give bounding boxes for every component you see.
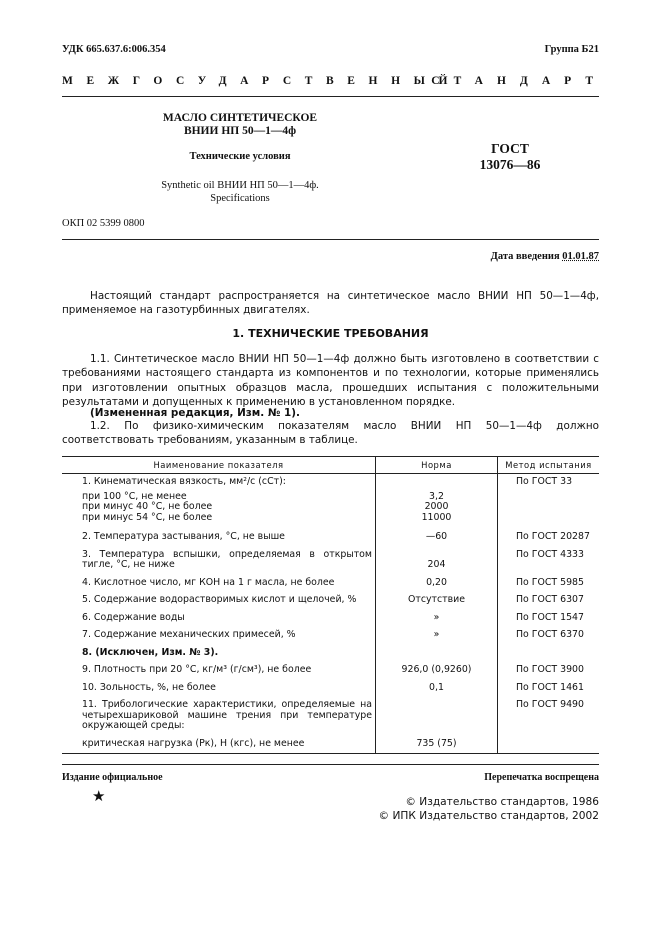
row-norm	[376, 645, 498, 663]
table-row	[62, 513, 599, 530]
row-name: критическая нагрузка (Pк), Н (кгс), не менее	[62, 736, 376, 754]
row-name: 4. Кислотное число, мг КОН на 1 г масла, не более	[82, 576, 335, 588]
requirements-table	[62, 456, 599, 754]
row-norm: 0,20	[376, 575, 498, 593]
row-norm: 3,2	[376, 492, 498, 503]
row-method: По ГОСТ 6370	[498, 627, 600, 645]
row-norm: 735 (75)	[376, 736, 498, 754]
row-norm: —60	[376, 529, 498, 547]
row-norm: Отсутствие	[376, 592, 498, 610]
row-method	[498, 492, 600, 503]
row-norm: 11000	[376, 513, 498, 530]
banner-right: СТАНДАРТ	[431, 75, 607, 87]
row-name: 2. Температура застывания, °С, не выше	[82, 531, 285, 542]
row-name: при минус 54 °С, не более	[82, 511, 213, 523]
star-icon: ★	[92, 789, 106, 805]
english-title-line-2: Specifications	[210, 193, 270, 204]
table-row	[62, 645, 599, 663]
date-label: Дата введения	[490, 251, 560, 262]
top-rule	[62, 96, 599, 97]
row-method: По ГОСТ 1547	[498, 610, 600, 628]
effective-date	[491, 251, 599, 262]
row-method: По ГОСТ 20287	[498, 529, 600, 547]
table-header-row	[62, 457, 599, 474]
table-header: Норма	[376, 457, 498, 474]
row-norm: 2000	[376, 502, 498, 513]
row-name: 6. Содержание воды	[82, 611, 185, 623]
footer-rule	[62, 764, 599, 765]
table-row	[62, 680, 599, 698]
doc-title	[120, 112, 360, 138]
row-method: По ГОСТ 9490	[498, 697, 600, 736]
date-value: 01.01.87	[562, 251, 599, 262]
row-method: По ГОСТ 4333	[498, 547, 600, 575]
row-method: По ГОСТ 5985	[498, 575, 600, 593]
row-norm: 0,1	[376, 680, 498, 698]
row-norm	[376, 697, 498, 736]
table-row	[62, 627, 599, 645]
row-name: 5. Содержание водорастворимых кислот и щелочей, %	[82, 594, 357, 605]
table-row	[62, 736, 599, 754]
table-header: Наименование показателя	[62, 457, 376, 474]
table-row	[62, 592, 599, 610]
intro-paragraph: Настоящий стандарт распространяется на синтетическое масло ВНИИ НП 50—1—4ф, применяемое на газотурбинных двигателях.	[62, 290, 599, 317]
row-norm: 204	[376, 547, 498, 575]
row-method	[498, 645, 600, 663]
reprint-note: Перепечатка воспрещена	[484, 772, 599, 783]
row-norm	[376, 474, 498, 492]
section-heading: 1. ТЕХНИЧЕСКИЕ ТРЕБОВАНИЯ	[232, 327, 429, 340]
paragraph-1-1-edit: (Измененная редакция, Изм. № 1).	[90, 407, 300, 419]
doc-subtitle: Технические условия	[189, 151, 291, 162]
row-name: 3. Температура вспышки, определяемая в открытом тигле, °С, не ниже	[82, 548, 372, 570]
row-norm: »	[376, 627, 498, 645]
row-norm: »	[376, 610, 498, 628]
table-row	[62, 474, 599, 492]
row-name: 1. Кинематическая вязкость, мм²/с (сСт):	[82, 476, 286, 487]
row-method: По ГОСТ 33	[498, 474, 600, 492]
banner-left: МЕЖГОСУДАРСТВЕННЫЙ	[62, 75, 462, 87]
title-rule	[62, 239, 599, 240]
english-title	[110, 179, 370, 205]
table-row	[62, 502, 599, 513]
row-method: По ГОСТ 6307	[498, 592, 600, 610]
title-line-2: ВНИИ НП 50—1—4ф	[183, 125, 297, 137]
okp-code: ОКП 02 5399 0800	[62, 218, 145, 229]
table-row	[62, 610, 599, 628]
row-name: при минус 40 °С, не более	[82, 501, 213, 512]
row-method	[498, 513, 600, 530]
table-row	[62, 662, 599, 680]
row-method	[498, 736, 600, 754]
row-method	[498, 502, 600, 513]
copyright-1986: © Издательство стандартов, 1986	[405, 796, 599, 808]
udk-code: УДК 665.637.6:006.354	[62, 44, 166, 55]
title-line-1: МАСЛО СИНТЕТИЧЕСКОЕ	[162, 112, 318, 124]
table-row	[62, 697, 599, 736]
row-name: 8. (Исключен, Изм. № 3).	[82, 646, 219, 658]
paragraph-1-2: 1.2. По физико-химическим показателям масло ВНИИ НП 50—1—4ф должно соответствовать требованиям, указанным в таблице.	[62, 420, 599, 447]
row-name: 11. Трибологические характеристики, определяемые на четырехшариковой машине трения при температуре окружающей среды:	[82, 699, 372, 731]
row-method: По ГОСТ 1461	[498, 680, 600, 698]
table-row	[62, 575, 599, 593]
english-title-line-1: Synthetic oil ВНИИ НП 50—1—4ф.	[161, 180, 319, 191]
copyright-2002: © ИПК Издательство стандартов, 2002	[378, 810, 599, 822]
row-name: при 100 °С, не менее	[82, 490, 187, 502]
edition-note: Издание официальное	[62, 772, 163, 783]
row-name: 9. Плотность при 20 °С, кг/м³ (г/см³), не более	[82, 664, 312, 675]
row-method: По ГОСТ 3900	[498, 662, 600, 680]
group-code: Группа Б21	[544, 44, 599, 55]
row-norm: 926,0 (0,9260)	[376, 662, 498, 680]
gost-code: 13076—86	[479, 157, 541, 172]
row-name: 7. Содержание механических примесей, %	[82, 629, 296, 640]
table-row	[62, 529, 599, 547]
table-row	[62, 547, 599, 575]
gost-label: ГОСТ	[491, 141, 529, 156]
table-header: Метод испытания	[498, 457, 600, 474]
paragraph-1-1: 1.1. Синтетическое масло ВНИИ НП 50—1—4ф должно быть изготовлено в соответствии с требованиями настоящего стандарта из компонентов и по технологии, которые применялись при изготовлении опытных образцов масла, прошедших испытания с положительными результатами и допущенных к применению в установленном порядке.	[62, 353, 599, 408]
row-name: 10. Зольность, %, не более	[82, 681, 216, 693]
gost-number	[470, 141, 550, 173]
